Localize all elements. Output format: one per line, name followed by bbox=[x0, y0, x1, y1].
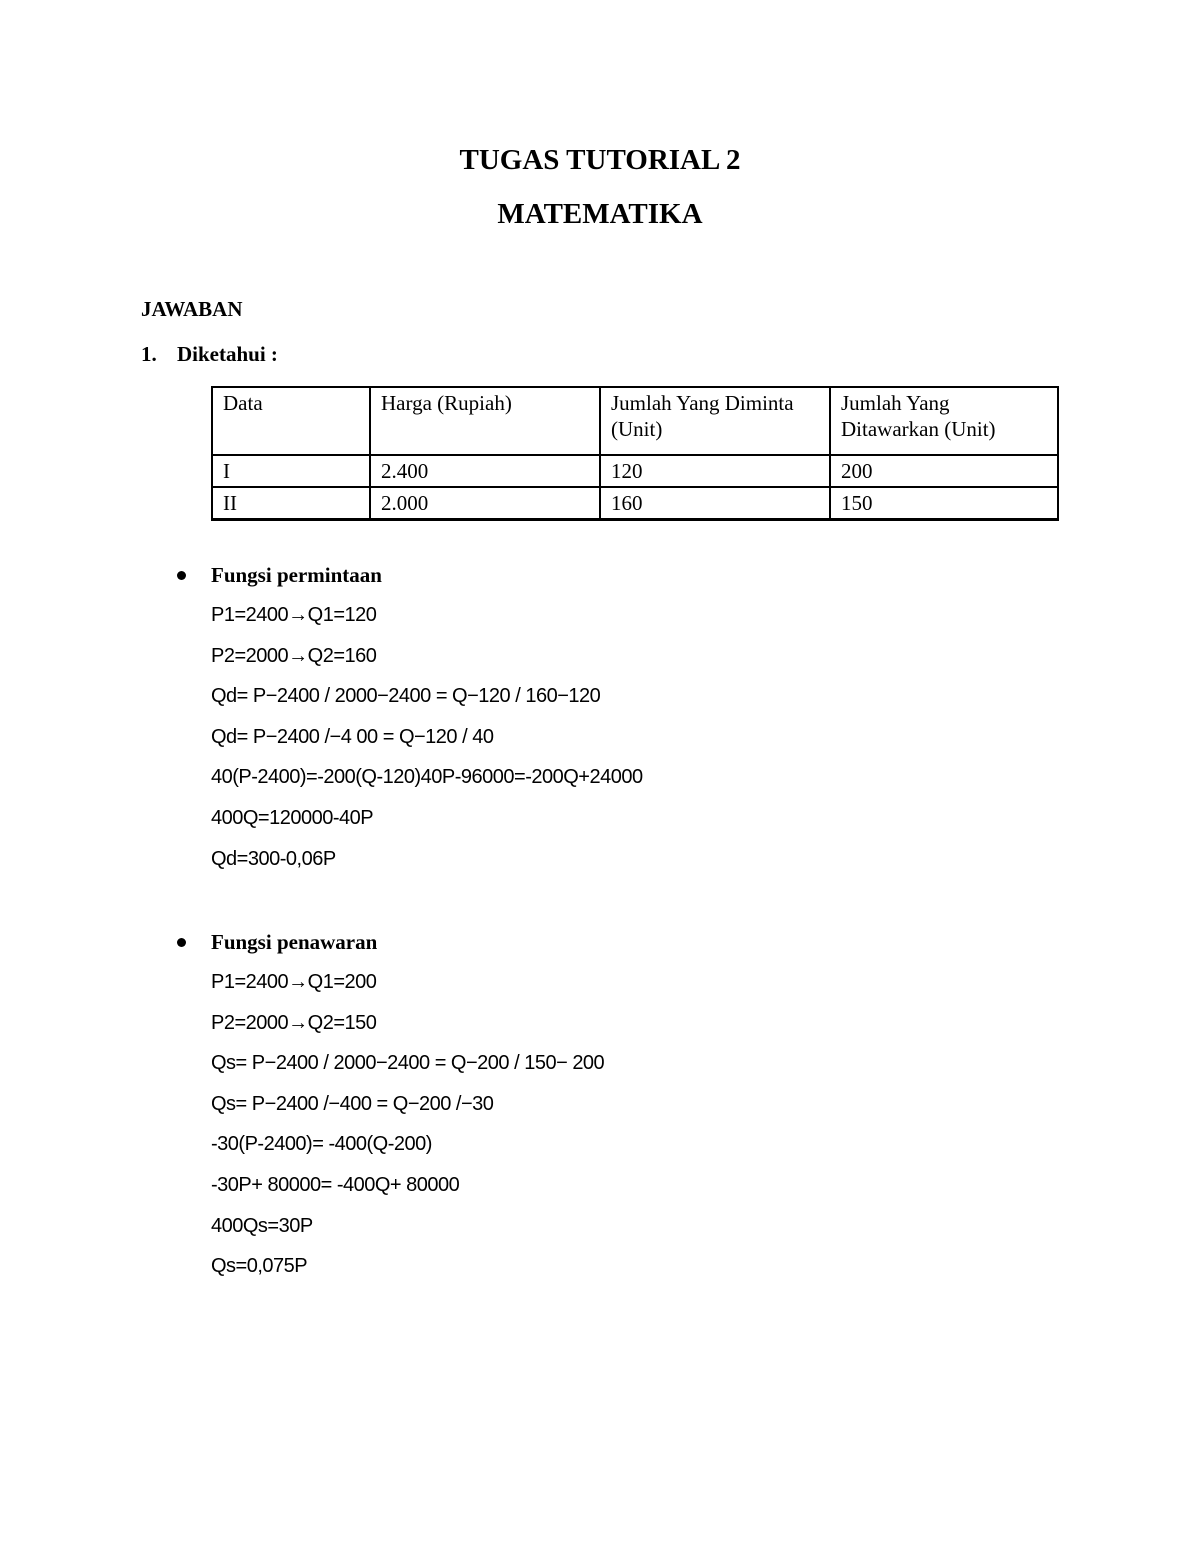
bullet-icon bbox=[177, 571, 186, 580]
equation-line: Qd= P−2400 / 2000−2400 = Q−120 / 160−120 bbox=[211, 685, 601, 708]
equation-line: P2=2000→Q2=160 bbox=[211, 644, 377, 667]
supply-heading bbox=[175, 927, 975, 967]
table-cell: I bbox=[212, 455, 370, 487]
table-cell: 200 bbox=[830, 455, 1058, 487]
document-title: TUGAS TUTORIAL 2 bbox=[459, 144, 741, 176]
table-header-cell: Data bbox=[212, 387, 370, 455]
equation-line: Qs=0,075P bbox=[211, 1255, 308, 1278]
question-label: Diketahui : bbox=[177, 342, 278, 366]
equation-line: Qs= P−2400 / 2000−2400 = Q−200 / 150− 200 bbox=[211, 1052, 605, 1075]
table-row bbox=[212, 487, 1058, 520]
equation-line: 400Q=120000-40P bbox=[211, 806, 374, 829]
table-cell: 150 bbox=[830, 487, 1058, 520]
table-row bbox=[212, 455, 1058, 487]
table-cell: 160 bbox=[600, 487, 830, 520]
equation-line: Qs= P−2400 /−400 = Q−200 /−30 bbox=[211, 1092, 494, 1115]
supply-heading-text: Fungsi penawaran bbox=[211, 930, 378, 954]
demand-heading bbox=[175, 560, 975, 600]
table-header-row bbox=[212, 387, 1058, 455]
data-table bbox=[211, 386, 1059, 521]
equation-line: P1=2400→Q1=120 bbox=[211, 604, 377, 626]
table-cell: 120 bbox=[600, 455, 830, 487]
equation-line: -30P+ 80000= -400Q+ 80000 bbox=[211, 1173, 460, 1196]
equation-line: 40(P-2400)=-200(Q-120)40P-96000=-200Q+24000 bbox=[211, 766, 643, 789]
table-cell: 2.400 bbox=[370, 455, 600, 487]
question-number: 1. bbox=[141, 342, 157, 366]
equation-line: -30(P-2400)= -400(Q-200) bbox=[211, 1133, 432, 1156]
table-header-cell: Jumlah Yang Ditawarkan (Unit) bbox=[830, 387, 1058, 455]
table-cell: 2.000 bbox=[370, 487, 600, 520]
document-subtitle: MATEMATIKA bbox=[497, 198, 703, 230]
equation-line: P2=2000→Q2=150 bbox=[211, 1011, 377, 1034]
equation-line: P1=2400→Q1=200 bbox=[211, 971, 377, 993]
table-header-cell: Harga (Rupiah) bbox=[370, 387, 600, 455]
demand-function-section bbox=[175, 560, 975, 884]
equation-line: 400Qs=30P bbox=[211, 1214, 313, 1237]
table-cell: II bbox=[212, 487, 370, 520]
supply-function-section bbox=[175, 927, 975, 1292]
equation-line: Qd=300-0,06P bbox=[211, 847, 336, 870]
bullet-icon bbox=[177, 938, 186, 947]
equation-line: Qd= P−2400 /−4 00 = Q−120 / 40 bbox=[211, 725, 494, 748]
demand-heading-text: Fungsi permintaan bbox=[211, 563, 382, 587]
answer-heading: JAWABAN bbox=[141, 297, 243, 321]
table-header-cell: Jumlah Yang Diminta (Unit) bbox=[600, 387, 830, 455]
question-1-heading bbox=[141, 342, 278, 367]
